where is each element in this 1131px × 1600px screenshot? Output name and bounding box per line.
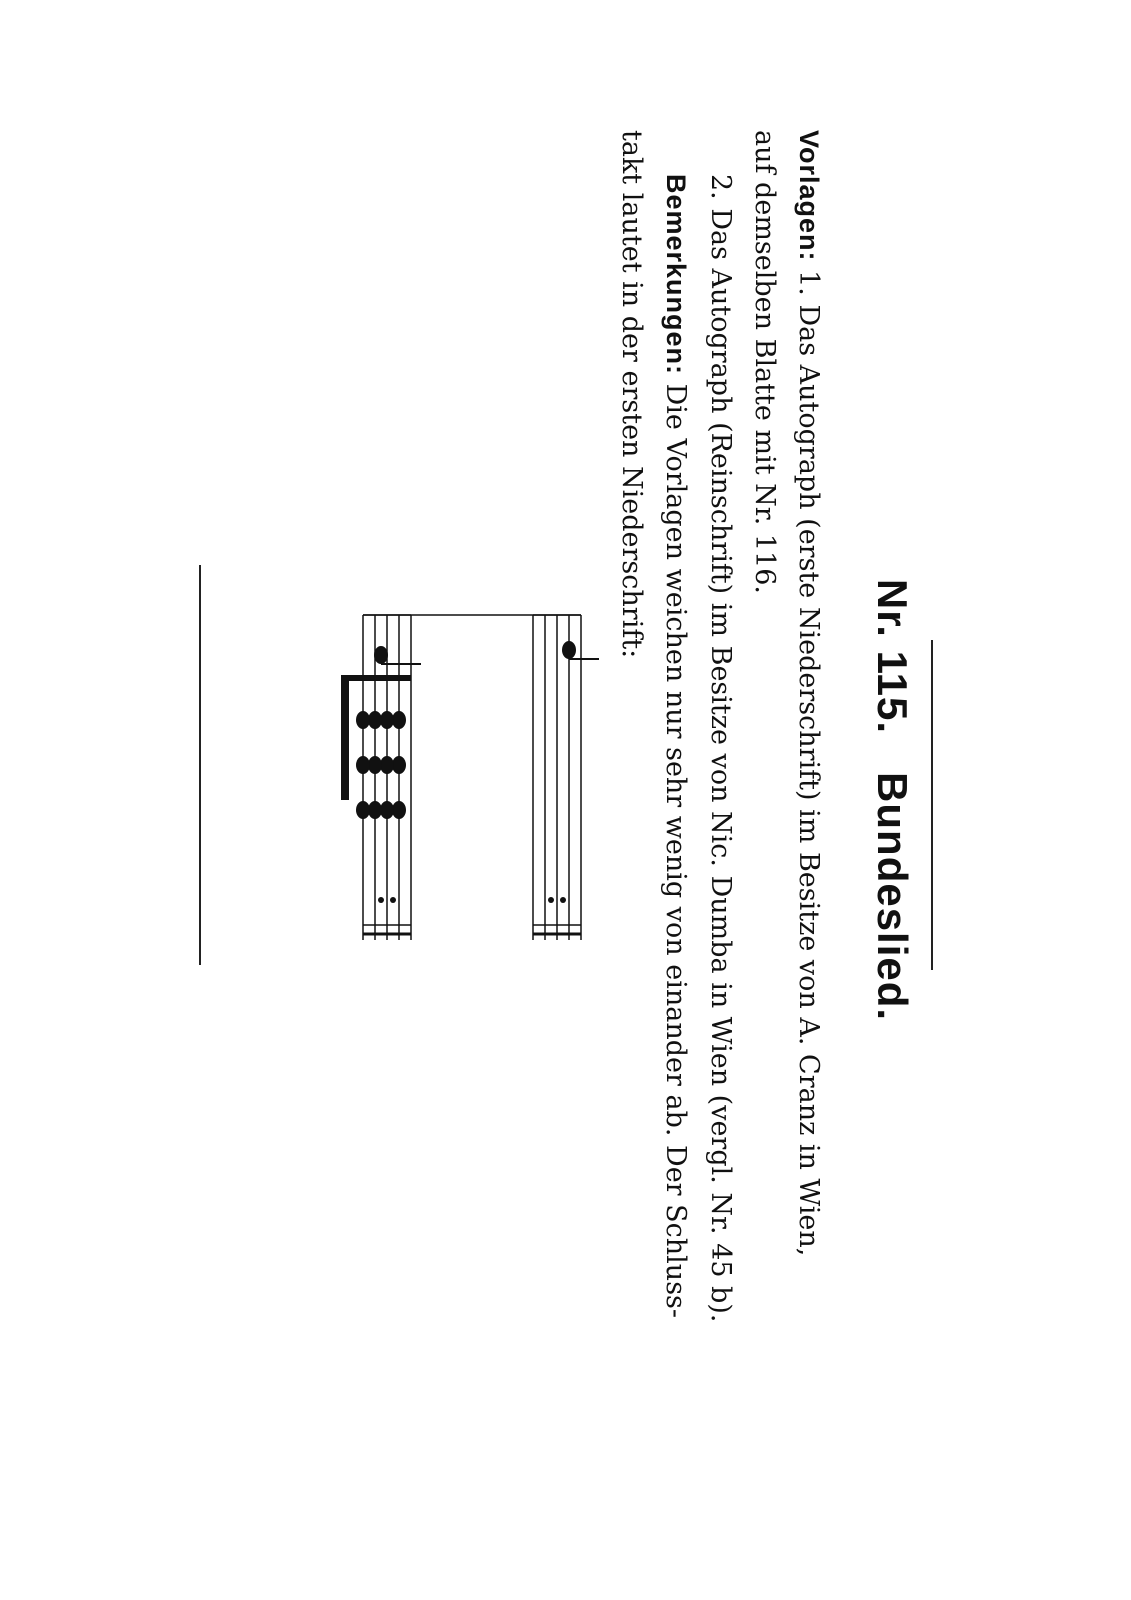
bemerkungen-label: Bemerkungen:	[661, 174, 691, 376]
bemerkungen-text: Die Vorlagen weichen nur sehr wenig von einander ab. Der Schluss-	[660, 383, 691, 1319]
upper-staff	[533, 615, 581, 940]
vorlagen-label: Vorlagen:	[794, 130, 824, 262]
vorlagen-item-2: 2. Das Autograph (Reinschrift) im Besitze von Nic. Dumba in Wien (vergl. Nr. 45 b).	[705, 174, 736, 1323]
upper-notes	[548, 641, 599, 903]
bemerkungen-text-cont: takt lautet in der ersten Niederschrift:	[616, 130, 647, 659]
piece-number: Nr. 115.	[869, 578, 916, 735]
vorlagen-paragraph	[609, 130, 831, 1550]
vorlagen-item-1-cont: auf demselben Blatte mit Nr. 116.	[749, 130, 780, 594]
vorlagen-item-1: 1. Das Autograph (erste Niederschrift) im Besitze von A. Cranz in Wien,	[793, 270, 824, 1257]
lower-notes	[341, 646, 421, 903]
music-example	[231, 560, 611, 1000]
page-title	[868, 490, 916, 1110]
piece-title: Bundeslied.	[869, 772, 916, 1022]
top-rule	[931, 640, 933, 970]
bottom-rule	[199, 565, 201, 965]
